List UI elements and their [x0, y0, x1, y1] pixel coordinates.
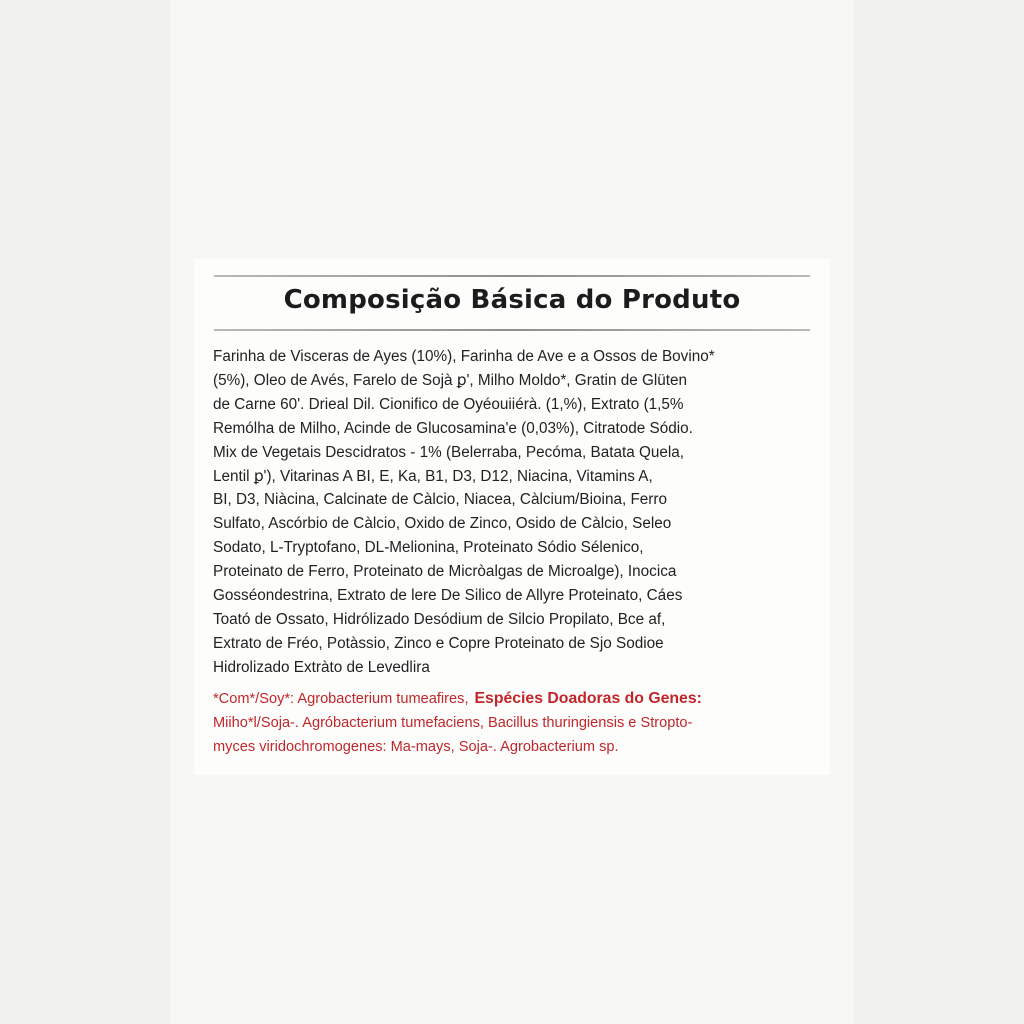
ingredients-line: BI, D3, Niàcina, Calcinate de Càlcio, Niacea, Càlcium/Bioina, Ferro — [213, 491, 667, 509]
ingredients-line: Hidrolizado Extràto de Levedlira — [213, 658, 430, 676]
ingredients-line: Sulfato, Ascórbio de Càlcio, Oxido de Zinco, Osido de Càlcio, Seleo — [213, 515, 672, 533]
ingredients-line: Sodato, L-Tryptofano, DL-Melionina, Proteinato Sódio Sélenico, — [213, 539, 644, 557]
ingredients-line: Remólha de Milho, Acinde de Glucosamina'e (0,03%), Citratode Sódio. — [213, 419, 693, 437]
ingredients-line: Gosséondestrina, Extrato de lere De Silico de Allyre Proteinato, Cáes — [213, 587, 683, 605]
ingredients-text — [213, 345, 811, 680]
ingredients-line: Mix de Vegetais Descidratos - 1% (Belerraba, Pecóma, Batata Quela, — [213, 443, 685, 461]
top-divider — [214, 275, 810, 277]
ingredients-line: Lentil ꝑ'), Vitarinas A BI, E, Ka, B1, D3, D12, Niacina, Vitamins A, — [213, 467, 653, 485]
bottom-divider — [214, 329, 810, 331]
gmo-note-line: Miiho*l/Soja-. Agróbacterium tumefaciens, Bacillus thuringiensis e Stropto- — [213, 714, 693, 731]
composition-panel — [194, 259, 830, 775]
gmo-note-line: myces viridochromogenes: Ma-mays, Soja-. Agrobacterium sp. — [213, 738, 619, 755]
ingredients-line: Toató de Ossato, Hidrólizado Desódium de Silcio Propilato, Bce af, — [213, 610, 666, 628]
ingredients-line: de Carne 60'. Drieal Dil. Cionifico de Oyéouiiérà. (1,%), Extrato (1,5% — [213, 395, 684, 413]
gmo-note-line — [213, 687, 817, 712]
ingredients-line: Farinha de Visceras de Ayes (10%), Farinha de Ave e a Ossos de Bovino* — [213, 348, 715, 365]
gene-donor-heading: Espécies Doadoras do Genes: — [474, 690, 702, 707]
ingredients-line: Proteinato de Ferro, Proteinato de Micròalgas de Microalge), Inocica — [213, 563, 677, 581]
gmo-note-prefix: *Com*/Soy*: Agrobacterium tumeafires, — [213, 691, 469, 707]
panel-title: Composição Básica do Produto — [283, 285, 741, 315]
ingredients-line: (5%), Oleo de Avés, Farelo de Sojà ꝑ', Milho Moldo*, Gratin de Glüten — [213, 371, 688, 389]
gmo-notes — [213, 687, 817, 760]
ingredients-line: Extrato de Fréo, Potàssio, Zinco e Copre Proteinato de Sjo Sodioe — [213, 634, 664, 652]
